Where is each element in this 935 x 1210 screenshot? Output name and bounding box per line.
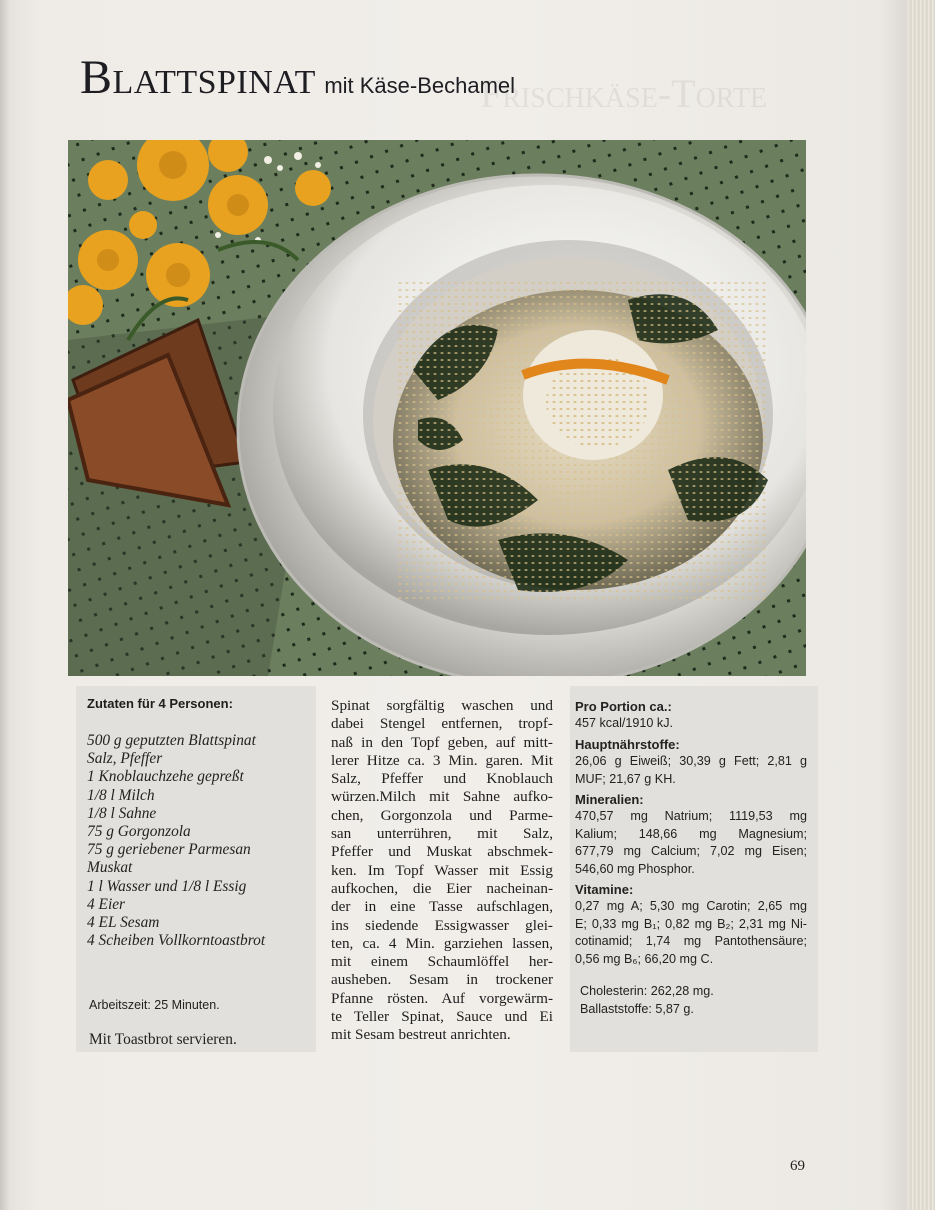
main-nutrients-text bbox=[575, 753, 807, 788]
ingredients-heading: Zutaten für 4 Personen: bbox=[87, 696, 233, 711]
preparation-line: der in eine Tasse aufschlagen, bbox=[331, 898, 553, 916]
extra-nutrition bbox=[575, 983, 807, 1018]
work-time: Arbeitszeit: 25 Minuten. bbox=[89, 998, 220, 1012]
ingredient-item: 500 g geputzten Blattspinat bbox=[87, 732, 256, 749]
nutrition-info bbox=[575, 698, 807, 1018]
preparation-line: mit einem Schaumlöffel her- bbox=[331, 953, 553, 971]
vitamin-line: 0,56 mg B₆; 66,20 mg C. bbox=[575, 951, 714, 966]
preparation-line: dabei Stengel entfernen, tropf- bbox=[331, 715, 553, 733]
nutrient-line: 26,06 g Eiweiß; 30,39 g Fett; 2,81 g bbox=[575, 754, 807, 769]
ingredient-item: 1 l Wasser und 1/8 l Essig bbox=[87, 877, 247, 895]
recipe-title-main: Blattspinat bbox=[80, 51, 316, 104]
vitamin-line: cotinamid; 1,74 mg Pantothensäure; bbox=[575, 934, 807, 949]
ingredient-item: 1/8 l Sahne bbox=[87, 804, 157, 822]
preparation-line: chen, Gorgonzola und Parme- bbox=[331, 806, 553, 824]
ingredients-list bbox=[87, 732, 327, 950]
ingredient-item: 4 Scheiben Vollkorntoastbrot bbox=[87, 932, 266, 950]
preparation-line: ken. Im Topf Wasser mit Essig bbox=[331, 861, 553, 879]
preparation-line: ten, ca. 4 Min. garziehen lassen, bbox=[331, 934, 553, 952]
ingredient-item: Salz, Pfeffer bbox=[87, 750, 163, 768]
vitamin-line: E; 0,33 mg B₁; 0,82 mg B₂; 2,31 mg Ni- bbox=[575, 916, 807, 931]
preparation-line: ausheben. Sesam in trockener bbox=[331, 971, 553, 989]
ingredient-item: 4 EL Sesam bbox=[87, 914, 160, 932]
ingredient-item: Muskat bbox=[87, 859, 133, 877]
recipe-title bbox=[80, 50, 515, 105]
preparation-line: aufkochen, die Eier nacheinan- bbox=[331, 879, 553, 897]
preparation-line: würzen.Milch mit Sahne aufko- bbox=[331, 788, 553, 806]
mineral-line: 470,57 mg Natrium; 1119,53 mg bbox=[575, 809, 807, 824]
preparation-line: Salz, Pfeffer und Knoblauch bbox=[331, 770, 553, 788]
ingredient-item: 1 Knoblauchzehe gepreßt bbox=[87, 768, 244, 786]
preparation-line: Spinat sorgfältig waschen und bbox=[331, 697, 553, 714]
nutrient-line: MUF; 21,67 g KH. bbox=[575, 771, 676, 786]
recipe-title-sub: mit Käse-Bechamel bbox=[324, 73, 516, 98]
ingredient-item: 75 g geriebener Parmesan bbox=[87, 841, 251, 859]
ingredient-item: 75 g Gorgonzola bbox=[87, 823, 191, 841]
vitamins-text bbox=[575, 898, 807, 968]
vitamins-heading: Vitamine: bbox=[575, 882, 634, 898]
mineral-line: Kalium; 148,66 mg Magnesium; bbox=[575, 826, 807, 841]
preparation-line: naß in den Topf geben, auf mitt- bbox=[331, 733, 553, 751]
preparation-line: te Teller Spinat, Sauce und Ei bbox=[331, 1008, 553, 1026]
main-nutrients-heading: Hauptnährstoffe: bbox=[575, 736, 680, 752]
cholesterol-value: Cholesterin: 262,28 mg. bbox=[580, 984, 714, 999]
vitamin-line: 0,27 mg A; 5,30 mg Carotin; 2,65 mg bbox=[575, 899, 807, 914]
ingredient-item: 1/8 l Milch bbox=[87, 786, 155, 804]
show-through-title: Frischkäse-Torte bbox=[480, 71, 768, 116]
portion-value: 457 kcal/1910 kJ. bbox=[575, 716, 674, 731]
minerals-text bbox=[575, 808, 807, 878]
serving-note: Mit Toastbrot servieren. bbox=[89, 1031, 237, 1048]
preparation-line: lerer Hitze ca. 3 Min. garen. Mit bbox=[331, 751, 553, 769]
preparation-line: Pfeffer und Muskat abschmek- bbox=[331, 843, 553, 861]
preparation-line: mit Sesam bestreut anrichten. bbox=[331, 1026, 511, 1044]
preparation-text bbox=[331, 697, 553, 1045]
mineral-line: 546,60 mg Phosphor. bbox=[575, 861, 695, 876]
page-number: 69 bbox=[790, 1158, 805, 1174]
portion-heading: Pro Portion ca.: bbox=[575, 699, 672, 714]
preparation-line: san unterrühren, mit Salz, bbox=[331, 825, 553, 843]
fiber-value: Ballaststoffe: 5,87 g. bbox=[580, 1001, 694, 1016]
mineral-line: 677,79 mg Calcium; 7,02 mg Eisen; bbox=[575, 844, 807, 859]
page-edge bbox=[909, 0, 935, 1210]
minerals-heading: Mineralien: bbox=[575, 792, 644, 808]
preparation-line: ins siedende Essigwasser glei- bbox=[331, 916, 553, 934]
ingredient-item: 4 Eier bbox=[87, 895, 126, 913]
preparation-line: Pfanne rösten. Auf vorgewärm- bbox=[331, 989, 553, 1007]
recipe-photo bbox=[68, 140, 806, 676]
